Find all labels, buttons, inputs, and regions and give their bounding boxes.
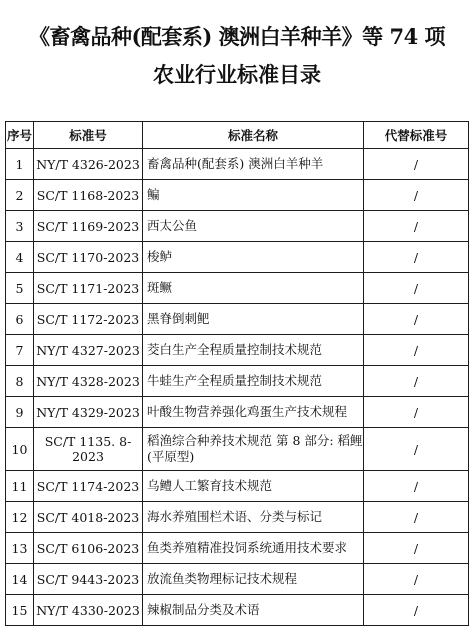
row-number-cell: 4 [6,242,34,273]
standard-name-cell: 乌鳢人工繁育技术规范 [143,471,364,502]
row-number-cell: 12 [6,502,34,533]
row-number-cell: 14 [6,564,34,595]
replaces-cell: / [364,242,469,273]
replaces-cell: / [364,471,469,502]
standard-name-cell: 梭鲈 [143,242,364,273]
standard-code-cell: SC/T 1135. 8-2023 [34,428,143,471]
column-header-replaces: 代替标准号 [364,122,469,149]
replaces-cell: / [364,335,469,366]
standard-name-cell: 鳊 [143,180,364,211]
replaces-cell: / [364,397,469,428]
table-row [6,273,469,304]
row-number-cell: 7 [6,335,34,366]
table-row [6,242,469,273]
row-number-cell: 5 [6,273,34,304]
table-row [6,180,469,211]
standard-code-cell: SC/T 9443-2023 [34,564,143,595]
table-row [6,471,469,502]
replaces-cell: / [364,273,469,304]
column-header-name: 标准名称 [143,122,364,149]
replaces-cell: / [364,304,469,335]
table-row [6,304,469,335]
table-row [6,366,469,397]
standard-name-cell: 叶酸生物营养强化鸡蛋生产技术规程 [143,397,364,428]
standard-name-cell: 辣椒制品分类及术语 [143,595,364,626]
row-number-cell: 8 [6,366,34,397]
row-number-cell: 15 [6,595,34,626]
replaces-cell: / [364,533,469,564]
replaces-cell: / [364,211,469,242]
replaces-cell: / [364,366,469,397]
row-number-cell: 10 [6,428,34,471]
standard-name-cell: 畜禽品种(配套系) 澳洲白羊种羊 [143,149,364,180]
standard-code-cell: NY/T 4327-2023 [34,335,143,366]
row-number-cell: 1 [6,149,34,180]
standard-code-cell: SC/T 1168-2023 [34,180,143,211]
replaces-cell: / [364,564,469,595]
standard-name-cell: 海水养殖围栏术语、分类与标记 [143,502,364,533]
standard-code-cell: SC/T 1170-2023 [34,242,143,273]
replaces-cell: / [364,149,469,180]
standard-code-cell: SC/T 1172-2023 [34,304,143,335]
row-number-cell: 9 [6,397,34,428]
standard-name-cell: 放流鱼类物理标记技术规程 [143,564,364,595]
standard-code-cell: SC/T 6106-2023 [34,533,143,564]
standard-name-cell: 牛蛙生产全程质量控制技术规范 [143,366,364,397]
table-row [6,428,469,471]
standard-code-cell: SC/T 1171-2023 [34,273,143,304]
table-row [6,502,469,533]
row-number-cell: 6 [6,304,34,335]
column-header-number: 序号 [6,122,34,149]
table-header-row [6,122,469,149]
replaces-cell: / [364,428,469,471]
table-row [6,533,469,564]
standard-name-cell: 斑鳜 [143,273,364,304]
row-number-cell: 11 [6,471,34,502]
standard-name-cell: 茭白生产全程质量控制技术规范 [143,335,364,366]
row-number-cell: 3 [6,211,34,242]
table-row [6,211,469,242]
standard-name-cell: 西太公鱼 [143,211,364,242]
standard-code-cell: SC/T 1169-2023 [34,211,143,242]
table-row [6,335,469,366]
standards-table [5,121,469,626]
standard-code-cell: SC/T 4018-2023 [34,502,143,533]
standard-code-cell: NY/T 4328-2023 [34,366,143,397]
document-title: 《畜禽品种(配套系) 澳洲白羊种羊》等 74 项 [28,24,446,49]
standard-name-cell: 鱼类养殖精准投饲系统通用技术要求 [143,533,364,564]
replaces-cell: / [364,595,469,626]
table-row [6,564,469,595]
document-subtitle: 农业行业标准目录 [153,62,321,87]
standard-code-cell: SC/T 1174-2023 [34,471,143,502]
row-number-cell: 13 [6,533,34,564]
table-row [6,397,469,428]
table-row [6,595,469,626]
replaces-cell: / [364,180,469,211]
standard-name-cell: 稻渔综合种养技术规范 第 8 部分: 稻鲤(平原型) [143,428,364,471]
table-row [6,149,469,180]
standard-code-cell: NY/T 4326-2023 [34,149,143,180]
standard-name-cell: 黑脊倒刺鲃 [143,304,364,335]
standard-code-cell: NY/T 4330-2023 [34,595,143,626]
standard-code-cell: NY/T 4329-2023 [34,397,143,428]
column-header-code: 标准号 [34,122,143,149]
row-number-cell: 2 [6,180,34,211]
replaces-cell: / [364,502,469,533]
